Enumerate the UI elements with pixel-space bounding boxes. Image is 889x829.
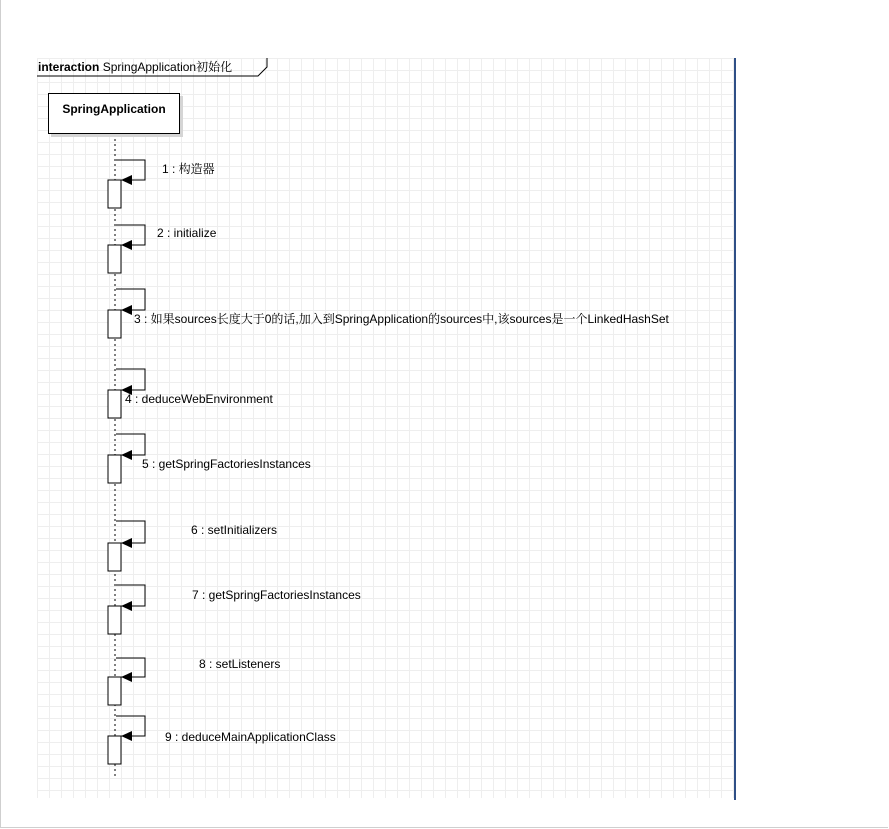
- message-arrowhead-2: [121, 240, 132, 250]
- frame-tab-outline: [37, 58, 267, 76]
- message-arrowhead-3: [121, 305, 132, 315]
- lifeline-name: SpringApplication: [62, 102, 166, 116]
- self-messages: [108, 160, 145, 764]
- activation-box-9[interactable]: [108, 736, 121, 764]
- message-label-2[interactable]: 2 : initialize: [157, 226, 217, 240]
- message-arrowhead-8: [121, 672, 132, 682]
- message-label-3[interactable]: 3 : 如果sources长度大于0的话,加入到SpringApplication的sources中,该sources是一个LinkedHashSet: [134, 312, 669, 326]
- message-label-7[interactable]: 7 : getSpringFactoriesInstances: [192, 588, 361, 602]
- message-label-1[interactable]: 1 : 构造器: [162, 162, 215, 176]
- activation-box-5[interactable]: [108, 455, 121, 483]
- frame-title: SpringApplication初始化: [102, 60, 233, 74]
- activation-box-2[interactable]: [108, 245, 121, 273]
- lifeline-head[interactable]: [48, 93, 180, 134]
- activation-box-1[interactable]: [108, 180, 121, 208]
- activation-box-7[interactable]: [108, 606, 121, 634]
- frame-keyword: interaction: [38, 60, 100, 74]
- activation-box-8[interactable]: [108, 677, 121, 705]
- message-label-9[interactable]: 9 : deduceMainApplicationClass: [165, 730, 336, 744]
- message-label-5[interactable]: 5 : getSpringFactoriesInstances: [142, 457, 311, 471]
- message-label-4[interactable]: 4 : deduceWebEnvironment: [125, 392, 273, 406]
- message-label-6[interactable]: 6 : setInitializers: [191, 523, 278, 537]
- message-label-8[interactable]: 8 : setListeners: [199, 657, 281, 671]
- activation-box-4[interactable]: [108, 390, 121, 418]
- message-arrowhead-7: [121, 601, 132, 611]
- message-arrowhead-1: [121, 175, 132, 185]
- activation-box-3[interactable]: [108, 310, 121, 338]
- message-arrowhead-9: [121, 731, 132, 741]
- activation-box-6[interactable]: [108, 543, 121, 571]
- message-arrowhead-6: [121, 538, 132, 548]
- message-arrowhead-5: [121, 450, 132, 460]
